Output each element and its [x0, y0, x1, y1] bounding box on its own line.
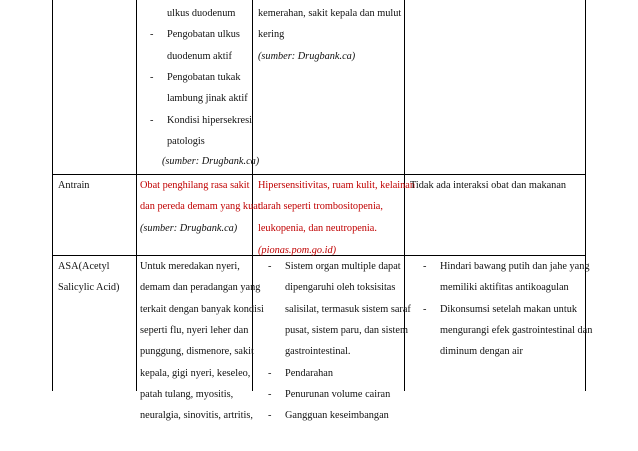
asa-side-effect-bullet1-dash: -: [268, 261, 272, 272]
asa-side-effect-bullet3: Penurunan volume cairan: [285, 388, 391, 400]
prev-col2-bullet2-dash: -: [150, 71, 154, 83]
asa-interaction-bullet1-line2: memiliki aktifitas antikoagulan: [440, 282, 569, 294]
prev-col2-bullet1-line2: duodenum aktif: [167, 50, 232, 62]
asa-indication-line1: Untuk meredakan nyeri,: [140, 261, 240, 272]
asa-indication-line6: kepala, gigi nyeri, keseleo,: [140, 367, 251, 379]
prev-col3-source: (sumber: Drugbank.ca): [258, 50, 356, 62]
table-col-divider-1: [136, 0, 137, 391]
prev-col2-bullet3-line1: Kondisi hipersekresi: [167, 114, 252, 126]
prev-col2-source: (sumber: Drugbank.ca): [162, 156, 260, 168]
asa-side-effect-bullet4: Gangguan keseimbangan: [285, 410, 389, 422]
asa-drug-name-line2: Salicylic Acid): [58, 282, 120, 294]
antrain-interaction: Tidak ada interaksi obat dan makanan: [410, 180, 567, 191]
asa-interaction-bullet2-line2: mengurangi efek gastrointestinal dan: [440, 324, 593, 336]
asa-indication-line8: neuralgia, sinovitis, artritis,: [140, 410, 253, 422]
asa-indication-line4: seperti flu, nyeri leher dan: [140, 324, 249, 336]
asa-indication-line3: terkait dengan banyak kondisi: [140, 303, 264, 315]
prev-col2-bullet2-line2: lambung jinak aktif: [167, 93, 248, 105]
asa-interaction-bullet2-line1: Dikonsumsi setelah makan untuk: [440, 303, 577, 315]
asa-side-effect-bullet1-line5: gastrointestinal.: [285, 346, 351, 358]
asa-interaction-bullet2-line3: diminum dengan air: [440, 346, 523, 358]
asa-indication-line7: patah tulang, myositis,: [140, 388, 234, 400]
asa-side-effect-bullet4-dash: -: [268, 410, 272, 422]
antrain-indication-line1: Obat penghilang rasa sakit: [140, 180, 250, 191]
asa-indication-line5: punggung, dismenore, sakit: [140, 346, 254, 358]
antrain-side-effect-line2: darah seperti trombositopenia,: [258, 201, 383, 213]
asa-drug-name-line1: ASA(Acetyl: [58, 261, 110, 272]
asa-interaction-bullet1-line1: Hindari bawang putih dan jahe yang: [440, 261, 590, 272]
asa-interaction-bullet2-dash: -: [423, 303, 427, 315]
prev-col2-line: ulkus duodenum: [167, 8, 236, 19]
table-border-left: [52, 0, 53, 391]
antrain-side-effect-line3: leukopenia, dan neutropenia.: [258, 222, 377, 234]
antrain-side-effect-line1: Hipersensitivitas, ruam kulit, kelainan: [258, 180, 415, 191]
prev-col2-bullet3-line2: patologis: [167, 135, 205, 147]
antrain-indication-line2: dan pereda demam yang kuat: [140, 201, 261, 213]
antrain-indication-source: (sumber: Drugbank.ca): [140, 222, 238, 234]
prev-col2-bullet1-dash: -: [150, 29, 154, 41]
prev-col3-line1: kemerahan, sakit kepala dan mulut: [258, 8, 402, 19]
asa-side-effect-bullet1-line2: dipengaruhi oleh toksisitas: [285, 282, 396, 294]
prev-col2-bullet1-line1: Pengobatan ulkus: [167, 29, 240, 41]
asa-interaction-bullet1-dash: -: [423, 261, 427, 272]
asa-side-effect-bullet2: Pendarahan: [285, 367, 334, 379]
antrain-drug-name: Antrain: [58, 180, 90, 191]
asa-side-effect-bullet1-line1: Sistem organ multiple dapat: [285, 261, 401, 272]
asa-side-effect-bullet3-dash: -: [268, 388, 272, 400]
asa-indication-line2: demam dan peradangan yang: [140, 282, 261, 294]
prev-col2-bullet3-dash: -: [150, 114, 154, 126]
asa-side-effect-bullet1-line3: salisilat, termasuk sistem saraf: [285, 303, 411, 315]
prev-col3-line2: kering: [258, 29, 285, 41]
antrain-side-effect-source: (pionas.pom.go.id): [258, 244, 337, 256]
asa-side-effect-bullet2-dash: -: [268, 367, 272, 379]
prev-col2-bullet2-line1: Pengobatan tukak: [167, 71, 241, 83]
asa-side-effect-bullet1-line4: pusat, sistem paru, dan sistem: [285, 324, 408, 336]
